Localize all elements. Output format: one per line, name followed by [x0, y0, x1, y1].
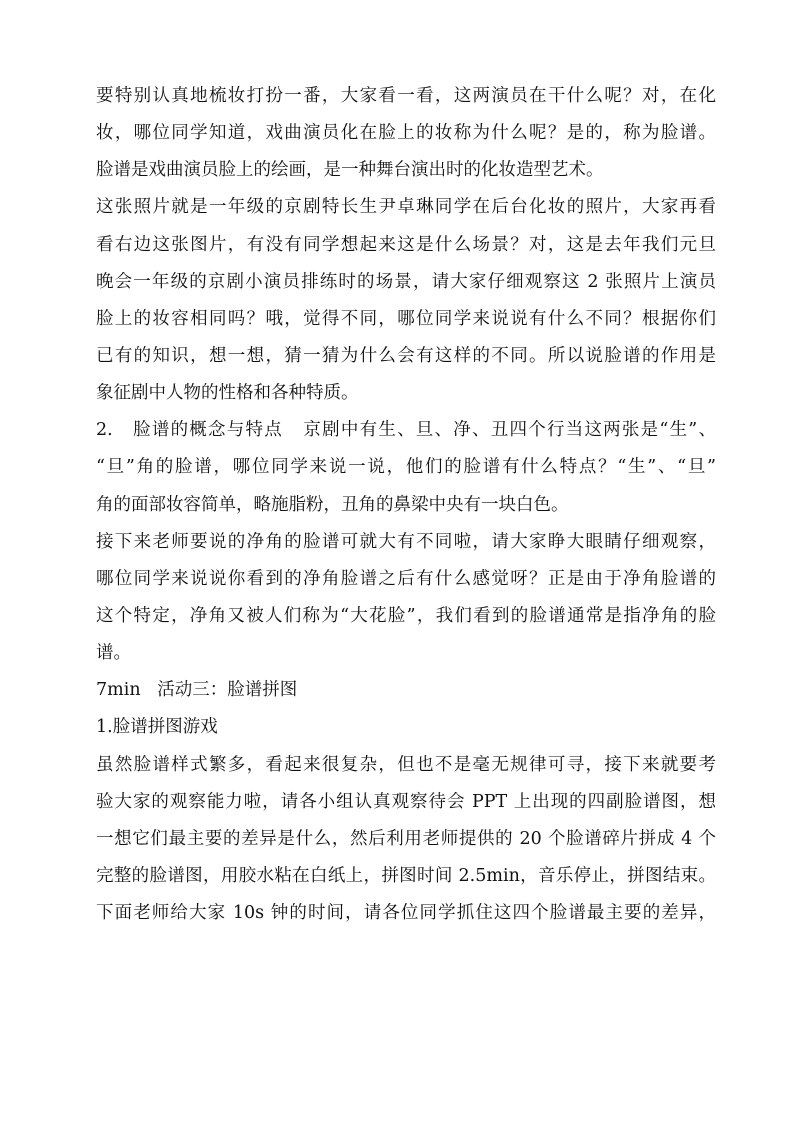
paragraph-line: 下面老师给大家 10s 钟的时间，请各位同学抓住这四个脸谱最主要的差异， — [96, 903, 716, 924]
paragraph-line: 晚会一年级的京剧小演员排练时的场景，请大家仔细观察这 2 张照片上演员 — [96, 271, 716, 292]
paragraph-line: 象征剧中人物的性格和各种特质。 — [96, 383, 359, 404]
paragraph-line: 这个特定，净角又被人们称为“大花脸”，我们看到的脸谱通常是指净角的脸 — [96, 605, 716, 626]
paragraph-line: 角的面部妆容简单，略施脂粉，丑角的鼻梁中央有一块白色。 — [96, 494, 569, 515]
activity-heading: 7min 活动三：脸谱拼图 — [96, 680, 298, 701]
document-body — [96, 78, 716, 932]
paragraph-line: 谱。 — [96, 643, 131, 664]
paragraph-line: 虽然脸谱样式繁多，看起来很复杂，但也不是毫无规律可寻，接下来就要考 — [96, 754, 716, 775]
paragraph-line: “旦”角的脸谱，哪位同学来说一说，他们的脸谱有什么特点？“生”、“旦” — [96, 457, 716, 478]
section-heading-line: 2. 脸谱的概念与特点 京剧中有生、旦、净、丑四个行当这两张是“生”、 — [96, 420, 716, 441]
paragraph-line: 要特别认真地梳妆打扮一番，大家看一看，这两演员在干什么呢？对，在化 — [96, 86, 716, 106]
paragraph-line: 看右边这张图片，有没有同学想起来这是什么场景？对，这是去年我们元旦 — [96, 234, 716, 255]
paragraph-line: 已有的知识，想一想，猜一猜为什么会有这样的不同。所以说脸谱的作用是 — [96, 345, 716, 366]
paragraph-line: 验大家的观察能力啦，请各小组认真观察待会 PPT 上出现的四副脸谱图，想 — [96, 791, 716, 812]
paragraph-line: 这张照片就是一年级的京剧特长生尹卓琳同学在后台化妆的照片，大家再看 — [96, 197, 716, 218]
paragraph-line: 一想它们最主要的差异是什么，然后利用老师提供的 20 个脸谱碎片拼成 4 个 — [96, 828, 716, 849]
paragraph-line: 脸上的妆容相同吗？哦，觉得不同，哪位同学来说说有什么不同？根据你们 — [96, 308, 716, 329]
paragraph-line: 接下来老师要说的净角的脸谱可就大有不同啦，请大家睁大眼睛仔细观察， — [96, 531, 716, 552]
paragraph-line: 妆，哪位同学知道，戏曲演员化在脸上的妆称为什么呢？是的，称为脸谱。 — [96, 123, 716, 144]
paragraph-line: 哪位同学来说说你看到的净角脸谱之后有什么感觉呀？正是由于净角脸谱的 — [96, 568, 716, 589]
paragraph-line: 完整的脸谱图，用胶水粘在白纸上，拼图时间 2.5min，音乐停止，拼图结束。 — [96, 865, 716, 886]
subsection-heading: 1.脸谱拼图游戏 — [96, 717, 218, 738]
paragraph-line: 脸谱是戏曲演员脸上的绘画，是一种舞台演出时的化妆造型艺术。 — [96, 160, 604, 181]
